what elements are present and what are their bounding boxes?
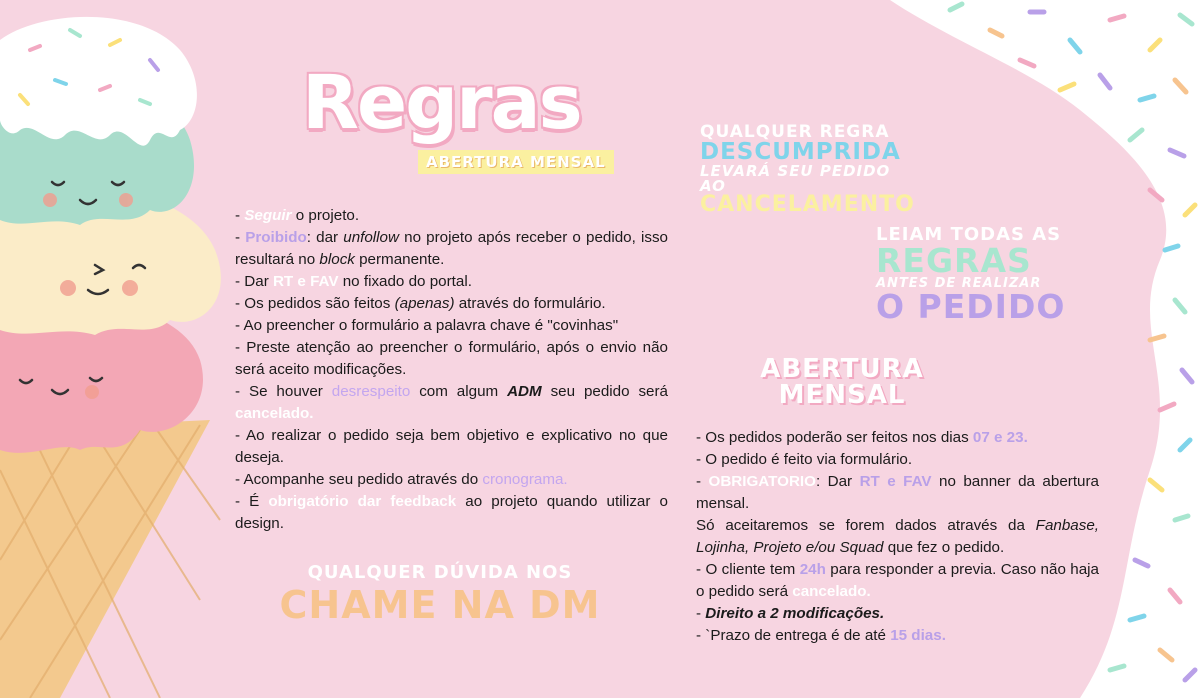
- rule-item: - O pedido é feito via formulário.: [696, 451, 913, 468]
- warning-line-3: LEVARÁ SEU PEDIDO AO: [700, 162, 891, 195]
- page-title: Regras: [302, 60, 581, 146]
- rule-item: - O cliente tem 24h para responder a previa. Caso não haja o pedido será cancelado.: [696, 561, 1099, 600]
- read-line-3: ANTES DE REALIZAR: [876, 276, 1042, 291]
- warning-line-2: DESCUMPRIDA: [700, 139, 901, 165]
- rule-item: - Proibido: dar unfollow no projeto após receber o pedido, isso resultará no block permanente.: [235, 229, 668, 268]
- rule-item: - Seguir o projeto.: [235, 207, 360, 224]
- rule-item: - Se houver desrespeito com algum ADM seu pedido será cancelado.: [235, 383, 669, 422]
- doubt-line-2: CHAME NA DM: [279, 583, 601, 627]
- rule-item: Só aceitaremos se forem dados através da Fanbase, Lojinha, Projeto e/ou Squad que fez o pedido.: [696, 517, 1099, 556]
- monthly-line-1: ABERTURA: [760, 354, 924, 384]
- rule-warning-callout: [700, 124, 920, 216]
- doubt-line-1: QUALQUER DÚVIDA NOS: [307, 562, 573, 583]
- rule-item: - Direito a 2 modificações.: [696, 605, 885, 622]
- rule-item: - Acompanhe seu pedido através do cronograma.: [235, 471, 568, 488]
- rule-item: - Os pedidos são feitos (apenas) através do formulário.: [235, 295, 606, 312]
- rule-item: - Os pedidos poderão ser feitos nos dias 07 e 23.: [696, 429, 1028, 446]
- read-line-2: REGRAS: [876, 241, 1032, 280]
- rule-item: - OBRIGATORIO: Dar RT e FAV no banner da abertura mensal.: [696, 473, 1099, 512]
- rule-item: - `Prazo de entrega é de até 15 dias.: [696, 627, 946, 644]
- left-rules-list: [235, 205, 668, 535]
- rule-item: - Dar RT e FAV no fixado do portal.: [235, 273, 472, 290]
- rule-item: - É obrigatório dar feedback ao projeto quando utilizar o design.: [235, 493, 668, 532]
- rule-item: - Preste atenção ao preencher o formulário, após o envio não será aceito modificações.: [235, 339, 668, 378]
- warning-line-4: CANCELAMENTO: [700, 192, 915, 217]
- read-line-4: O PEDIDO: [876, 287, 1066, 326]
- page-subtitle: ABERTURA MENSAL: [418, 150, 614, 174]
- warning-line-1: QUALQUER REGRA: [700, 122, 890, 142]
- rule-item: - Ao realizar o pedido seja bem objetivo e explicativo no que deseja.: [235, 427, 668, 466]
- read-all-callout: [876, 224, 1076, 326]
- right-rules-list: [696, 427, 1099, 647]
- rule-item: - Ao preencher o formulário a palavra chave é "covinhas": [235, 317, 619, 334]
- doubt-callout: [270, 562, 610, 627]
- read-line-1: LEIAM TODAS AS: [876, 224, 1062, 245]
- monthly-line-2: MENSAL: [778, 380, 906, 410]
- ice-cream-illustration: [0, 0, 250, 698]
- monthly-heading: [752, 356, 932, 408]
- title-block: [302, 60, 622, 186]
